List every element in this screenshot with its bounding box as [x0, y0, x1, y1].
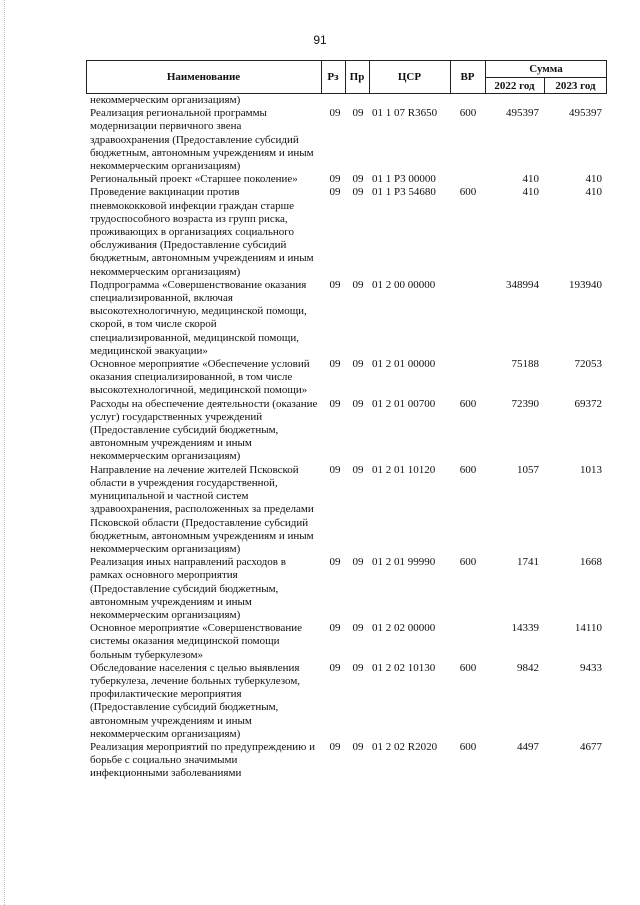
- row-rz: 09: [329, 556, 341, 569]
- table-body: [0, 94, 640, 781]
- row-rz: 09: [329, 107, 341, 120]
- row-csr: 01 2 01 00000: [372, 358, 436, 371]
- row-sum-2023: 193940: [569, 278, 602, 291]
- row-rz: 09: [329, 622, 341, 635]
- row-sum-2022: 4497: [517, 740, 539, 753]
- row-vr: 600: [459, 397, 477, 410]
- row-rz: 09: [329, 358, 341, 371]
- header-sum: Сумма: [529, 62, 563, 75]
- table-row: [0, 94, 640, 107]
- row-pr: 09: [352, 186, 364, 199]
- table-row: [0, 464, 640, 556]
- row-pr: 09: [352, 358, 364, 371]
- header-csr: ЦСР: [397, 71, 422, 83]
- row-csr: 01 2 02 10130: [372, 661, 436, 674]
- row-sum-2023: 9433: [580, 661, 602, 674]
- row-rz: 09: [329, 278, 341, 291]
- row-sum-2022: 410: [522, 186, 539, 199]
- row-csr: 01 2 00 00000: [372, 278, 436, 291]
- row-name: Реализация иных направлений расходов в рамках основного мероприятия (Предоставление субсидий бюджетным, автономным учреждениям и иным некоммерческим организациям): [90, 556, 286, 621]
- row-name: Подпрограмма «Совершенствование оказания специализированной, включая высокотехнологичную, медицинской помощи, скорой, в том числе скорой специализированной, медицинской помощи, медицинской эвакуации»: [90, 278, 307, 357]
- row-name: Основное мероприятие «Совершенствование системы оказания медицинской помощи больным туберкулезом»: [90, 622, 303, 661]
- header-vr: ВР: [460, 71, 475, 83]
- row-csr: 01 2 01 99990: [372, 556, 436, 569]
- table-row: [0, 186, 640, 278]
- row-sum-2023: 14110: [574, 622, 602, 635]
- row-csr: 01 2 02 00000: [372, 622, 436, 635]
- header-year-2022: 2022 год: [494, 79, 535, 92]
- table-row: [0, 358, 640, 398]
- row-csr: 01 2 01 00700: [372, 397, 436, 410]
- row-sum-2022: 72390: [511, 397, 539, 410]
- row-rz: 09: [329, 173, 341, 186]
- row-sum-2023: 1013: [580, 463, 602, 476]
- row-sum-2022: 1741: [517, 556, 539, 569]
- table-row: [0, 556, 640, 622]
- row-vr: 600: [459, 740, 477, 753]
- row-vr: 600: [459, 661, 477, 674]
- row-vr: 600: [459, 463, 477, 476]
- row-vr: 600: [459, 556, 477, 569]
- row-rz: 09: [329, 397, 341, 410]
- table-row: [0, 107, 640, 173]
- row-csr: 01 2 01 10120: [372, 463, 436, 476]
- row-sum-2022: 75188: [511, 358, 539, 371]
- row-pr: 09: [352, 278, 364, 291]
- row-name: Обследование населения с целью выявления туберкулеза, лечение больных туберкулезом, профилактические мероприятия (Предоставление субсидий бюджетным, автономным учреждениям и иным некоммерческим организациям): [90, 661, 301, 740]
- row-name: некоммерческим организациям): [90, 94, 241, 106]
- row-pr: 09: [352, 397, 364, 410]
- table-row: [0, 741, 640, 781]
- row-rz: 09: [329, 661, 341, 674]
- row-sum-2022: 1057: [517, 463, 539, 476]
- table-row: [0, 398, 640, 464]
- row-csr: 01 2 02 R2020: [372, 740, 438, 753]
- row-sum-2023: 410: [585, 186, 602, 199]
- header-pr: Пр: [349, 71, 365, 83]
- row-sum-2023: 410: [585, 173, 602, 186]
- row-pr: 09: [352, 173, 364, 186]
- row-name: Реализация мероприятий по предупреждению и борьбе с социально значимыми инфекционными заболеваниями: [90, 740, 315, 780]
- row-pr: 09: [352, 740, 364, 753]
- row-sum-2022: 348994: [506, 278, 539, 291]
- row-sum-2023: 72053: [574, 358, 602, 371]
- row-vr: 600: [459, 186, 477, 199]
- row-sum-2023: 69372: [574, 397, 602, 410]
- header-rz: Рз: [327, 71, 339, 83]
- row-rz: 09: [329, 740, 341, 753]
- row-sum-2022: 9842: [517, 661, 539, 674]
- table-row: [0, 622, 640, 662]
- row-csr: 01 1 P3 00000: [372, 173, 436, 186]
- row-sum-2023: 495397: [569, 107, 602, 120]
- row-name: Проведение вакцинации против пневмококковой инфекции граждан старше трудоспособного возраста из групп риска, проживающих в организациях социального обслуживания (Предоставление субсидий бюджетным, автономным учреждениям и иным некоммерческим организациям): [90, 186, 314, 278]
- row-sum-2022: 410: [522, 173, 539, 186]
- header-year-2023: 2023 год: [555, 79, 596, 92]
- row-name: Региональный проект «Старшее поколение»: [90, 173, 298, 186]
- row-name: Основное мероприятие «Обеспечение условий оказания специализированной, в том числе высокотехнологичной, медицинской помощи»: [90, 358, 310, 397]
- row-pr: 09: [352, 556, 364, 569]
- row-vr: 600: [459, 107, 477, 120]
- row-name: Расходы на обеспечение деятельности (оказание услуг) государственных учреждений (Предоставление субсидий бюджетным, автономным учреждениям и иным некоммерческим организациям): [90, 397, 318, 463]
- row-rz: 09: [329, 186, 341, 199]
- row-csr: 01 1 P3 54680: [372, 186, 436, 199]
- page-number: 91: [313, 33, 327, 47]
- row-pr: 09: [352, 622, 364, 635]
- header-name: Наименование: [166, 71, 241, 83]
- row-pr: 09: [352, 661, 364, 674]
- row-name: Направление на лечение жителей Псковской области в учреждения государственной, муниципальной и частной систем здравоохранения, расположенных за пределами Псковской области (Предоставление субсидий бюджетным, автономным учреждениям и иным некоммерческим организациям): [90, 463, 314, 555]
- table-row: [0, 173, 640, 186]
- row-pr: 09: [352, 463, 364, 476]
- table-row: [0, 662, 640, 741]
- row-name: Реализация региональной программы модернизации первичного звена здравоохранения (Предоставление субсидий бюджетным, автономным учреждениям и иным некоммерческим организациям): [90, 107, 314, 173]
- table-row: [0, 279, 640, 358]
- row-pr: 09: [352, 107, 364, 120]
- row-sum-2023: 4677: [580, 740, 602, 753]
- row-csr: 01 1 07 R3650: [372, 107, 438, 120]
- row-rz: 09: [329, 463, 341, 476]
- row-sum-2023: 1668: [580, 556, 602, 569]
- row-sum-2022: 495397: [506, 107, 539, 120]
- row-sum-2022: 14339: [511, 622, 539, 635]
